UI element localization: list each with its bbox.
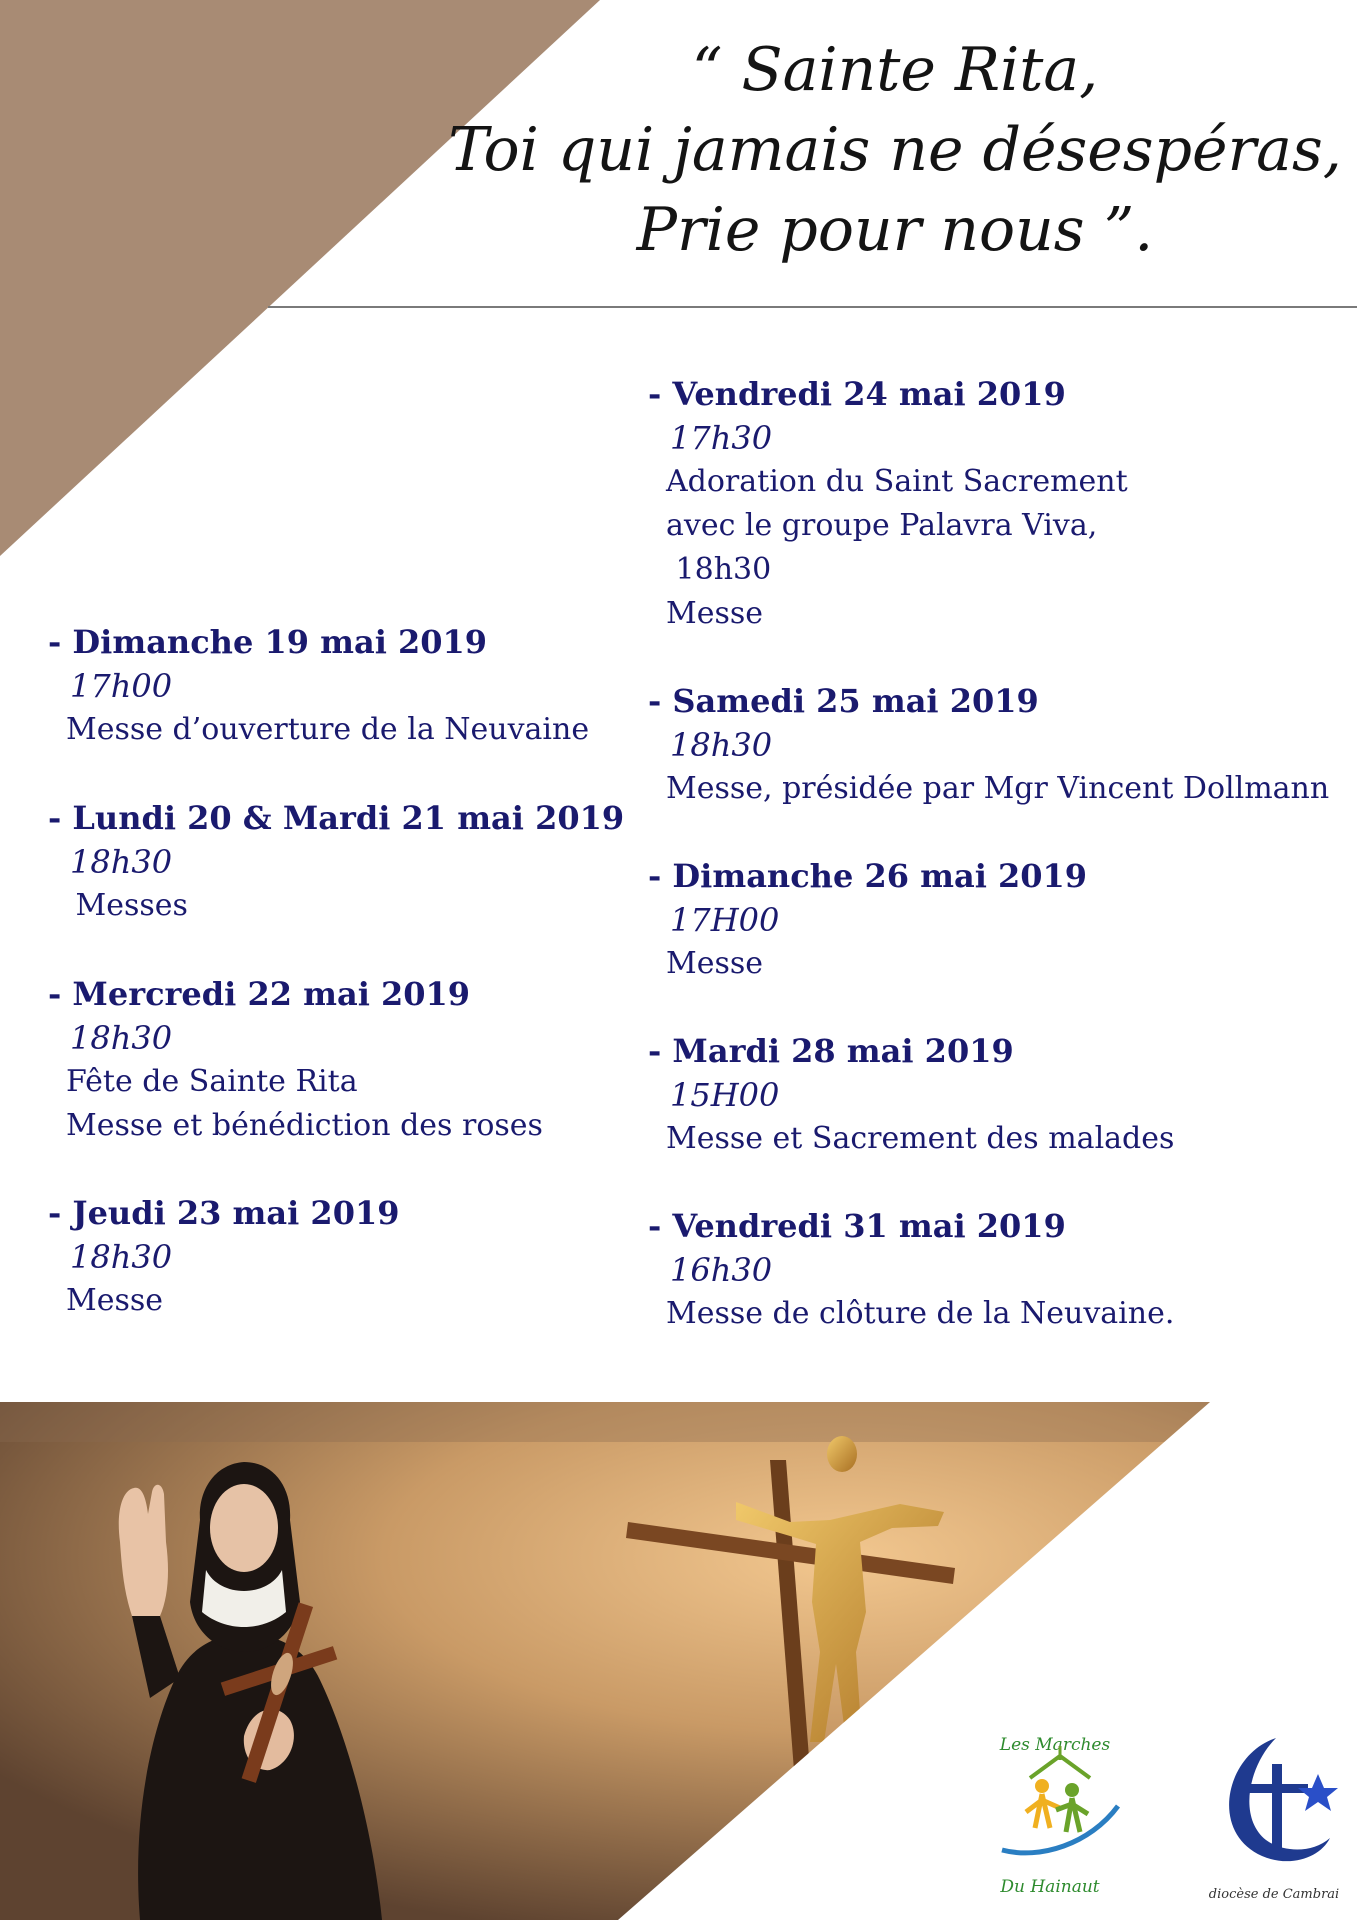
event-date: - Vendredi 24 mai 2019 <box>648 375 1066 413</box>
event-time: 18h30 <box>670 726 773 764</box>
event-time: 17H00 <box>670 901 780 939</box>
page-title <box>440 30 1350 270</box>
event-description: Messes <box>66 888 188 923</box>
event-description: Messe et bénédiction des roses <box>66 1108 543 1143</box>
event-date: - Dimanche 19 mai 2019 <box>48 623 488 661</box>
event-item <box>648 1204 1174 1336</box>
event-item <box>48 620 589 752</box>
event-item <box>48 1191 399 1323</box>
event-description: Fête de Sainte Rita <box>66 1064 358 1099</box>
event-date: - Jeudi 23 mai 2019 <box>48 1194 400 1232</box>
event-time: 18h30 <box>70 1238 173 1276</box>
diocese-cambrai-logo <box>1209 1738 1339 1902</box>
event-description: Adoration du Saint Sacrement <box>666 464 1128 499</box>
event-date: - Dimanche 26 mai 2019 <box>648 857 1088 895</box>
event-item <box>648 854 1087 986</box>
event-description: Messe, présidée par Mgr Vincent Dollmann <box>666 771 1330 806</box>
event-time: 15H00 <box>670 1076 780 1114</box>
event-time: 17h30 <box>670 419 773 457</box>
event-date: - Lundi 20 & Mardi 21 mai 2019 <box>48 799 625 837</box>
title-line-1: “ Sainte Rita, <box>691 35 1099 105</box>
logos-area <box>990 1720 1350 1920</box>
horizontal-divider <box>268 306 1357 308</box>
event-time: 18h30 <box>70 1019 173 1057</box>
event-item <box>48 796 624 928</box>
marches-logo-top-text: Les Marches <box>999 1735 1111 1755</box>
event-description: Messe et Sacrement des malades <box>666 1121 1175 1156</box>
event-description: Messe de clôture de la Neuvaine. <box>666 1296 1175 1331</box>
event-item <box>48 972 543 1148</box>
event-item <box>648 372 1128 636</box>
event-item <box>648 679 1329 811</box>
event-date: - Mardi 28 mai 2019 <box>648 1032 1014 1070</box>
event-description: Messe d’ouverture de la Neuvaine <box>66 712 590 747</box>
event-description: Messe <box>66 1283 164 1318</box>
event-date: - Samedi 25 mai 2019 <box>648 682 1039 720</box>
event-description: Messe <box>666 596 764 631</box>
event-date: - Mercredi 22 mai 2019 <box>48 975 471 1013</box>
event-time: 16h30 <box>670 1251 773 1289</box>
event-description: avec le groupe Palavra Viva, <box>666 508 1098 543</box>
diocese-logo-text: diocèse de Cambrai <box>1208 1887 1340 1902</box>
marches-logo-bottom-text: Du Hainaut <box>1000 1877 1100 1897</box>
event-description: Messe <box>666 946 764 981</box>
event-time: 17h00 <box>70 667 173 705</box>
event-item <box>648 1029 1174 1161</box>
title-line-2: Toi qui jamais ne désespéras, <box>448 115 1342 185</box>
les-marches-logo <box>999 1735 1118 1897</box>
event-time: 18h30 <box>70 843 173 881</box>
event-date: - Vendredi 31 mai 2019 <box>648 1207 1066 1245</box>
title-line-3: Prie pour nous ”. <box>636 195 1154 265</box>
event-description: 18h30 <box>666 552 772 587</box>
